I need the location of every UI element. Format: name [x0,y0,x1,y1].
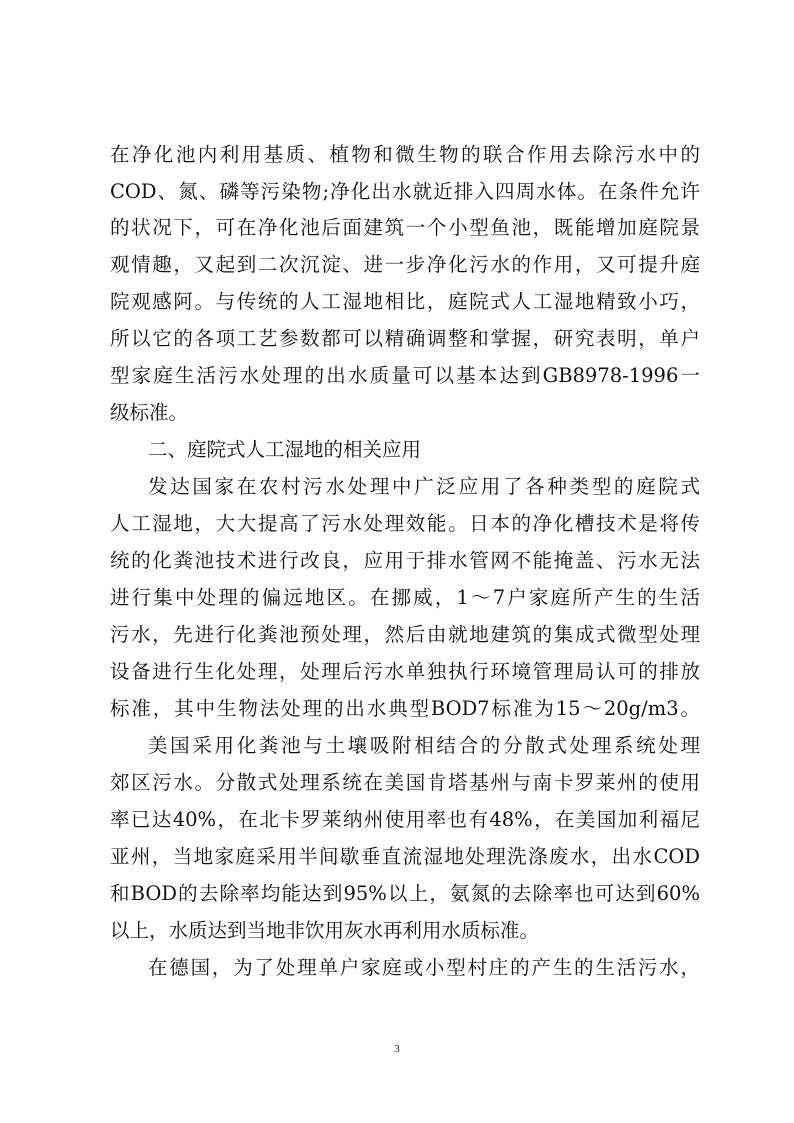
text-line: 的状况下，可在净化池后面建筑一个小型鱼池，既能增加庭院景 [110,216,700,239]
text-line: 观情趣，又起到二次沉淀、进一步净化污水的作用，又可提升庭 [110,253,700,276]
text-line: 设备进行生化处理，处理后污水单独执行环境管理局认可的排放 [110,660,700,683]
text-line: 郊区污水。分散式处理系统在美国肯塔基州与南卡罗莱州的使用 [110,771,700,794]
text-line: 所以它的各项工艺参数都可以精确调整和掌握，研究表明，单户 [110,327,700,350]
text-line: 率已达40%，在北卡罗莱纳州使用率也有48%，在美国加利福尼 [110,808,700,831]
text-line: COD、氮、磷等污染物;净化出水就近排入四周水体。在条件允许 [110,180,700,203]
text-line: 污水，先进行化粪池预处理，然后由就地建筑的集成式微型处理 [110,623,700,646]
text-line: 在净化池内利用基质、植物和微生物的联合作用去除污水中的 [110,143,700,166]
text-line: 统的化粪池技术进行改良，应用于排水管网不能掩盖、污水无法 [110,549,700,572]
text-line: 人工湿地，大大提高了污水处理效能。日本的净化槽技术是将传 [110,512,700,535]
text-line: 型家庭生活污水处理的出水质量可以基本达到GB8978-1996一 [110,364,700,387]
text-line: 进行集中处理的偏远地区。在挪威，1～7户家庭所产生的生活 [110,586,700,609]
text-line: 和BOD的去除率均能达到95%以上，氨氮的去除率也可达到60% [110,882,700,905]
text-line: 标准，其中生物法处理的出水典型BOD7标准为15～20g/m3。 [110,697,700,720]
text-line: 美国采用化粪池与土壤吸附相结合的分散式处理系统处理 [148,734,700,757]
text-line: 亚州，当地家庭采用半间歇垂直流湿地处理洗涤废水，出水COD [110,845,700,868]
text-line: 发达国家在农村污水处理中广泛应用了各种类型的庭院式 [148,475,700,498]
text-line: 以上，水质达到当地非饮用灰水再利用水质标准。 [110,919,540,942]
text-line: 级标准。 [110,401,189,424]
text-line: 在德国，为了处理单户家庭或小型村庄的产生的生活污水， [148,956,700,979]
page-number: 3 [394,1043,400,1055]
section-heading: 二、庭院式人工湿地的相关应用 [148,438,422,461]
text-line: 院观感阿。与传统的人工湿地相比，庭院式人工湿地精致小巧， [110,290,700,313]
